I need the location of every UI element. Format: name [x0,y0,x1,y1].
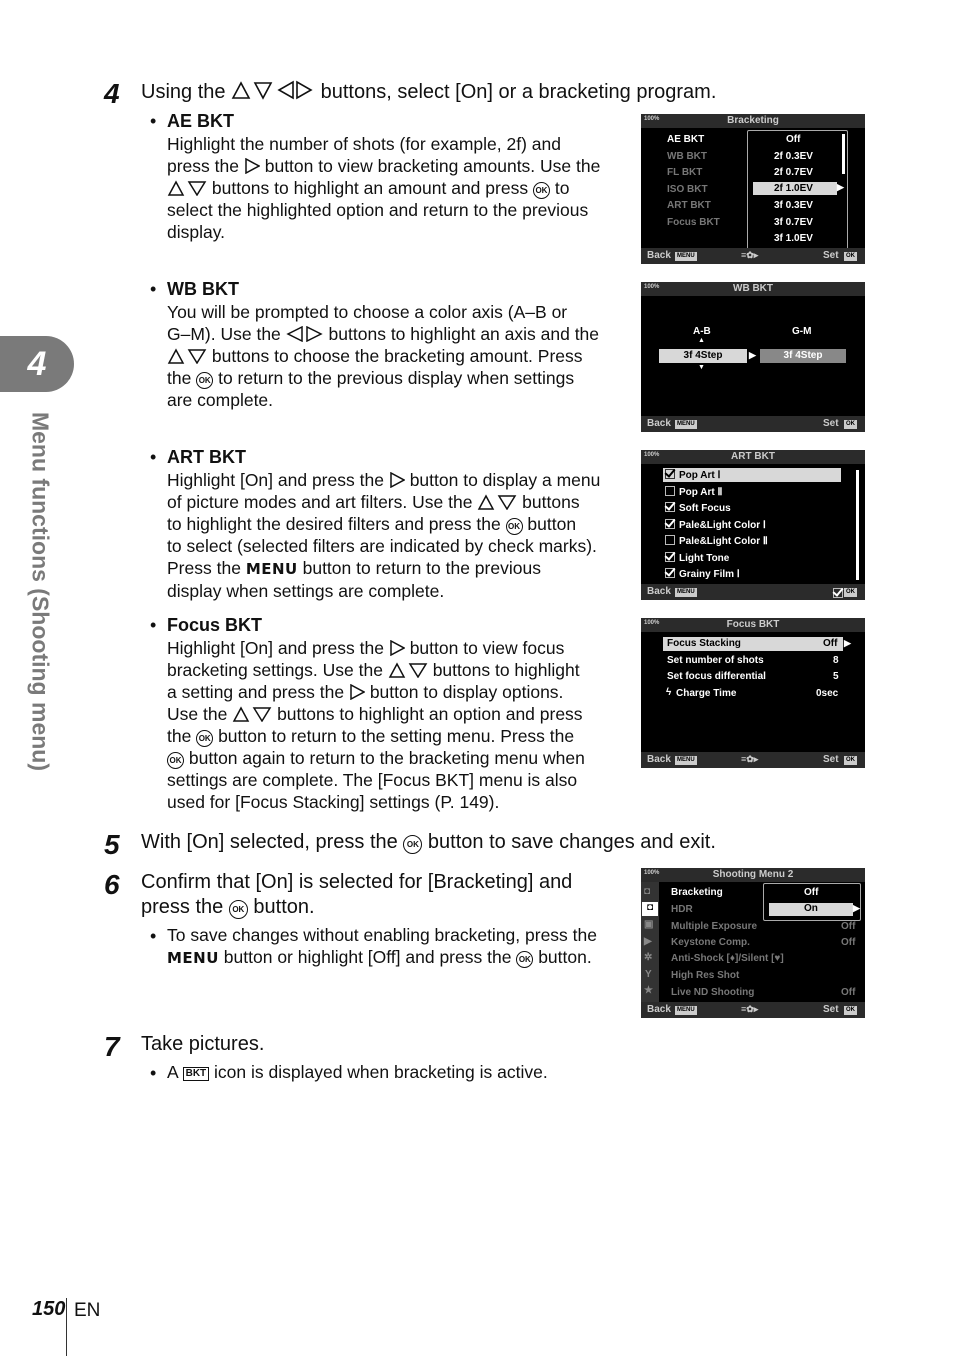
bullet: • [150,1063,157,1083]
setting-value: 5 [833,671,839,682]
custom-tab-icon: ✲ [644,952,653,963]
focus-bkt-text: Highlight [On] and press the button to view focus bracketing settings. Use the buttons to highlight a setting and press the button to display options. Use the buttons to highlight an option and press the OK button to return to the setting menu. Press the OK button again to return to the bracketing menu when settings are complete. The [Focus BKT] menu is also used for [Focus Stacking] settings (P. 149). [167,638,585,812]
divider [66,1298,67,1356]
ae-bkt-text: Highlight the number of shots (for example, 2f) and press the button to view bracketing amounts. Use the buttons to highlight an amount and press OK to select the highlighted option and return to the previous display. [167,134,601,242]
menu-item[interactable]: Live ND Shooting [671,987,755,998]
menu-item[interactable]: ART BKT [667,200,711,211]
filter-item[interactable]: Soft Focus [665,502,731,514]
filter-item[interactable]: Light Tone [665,552,729,564]
menu-chip: MENU [677,589,695,595]
camera1-tab-icon: ◘ [644,886,651,897]
settings-icon: ≡✿▸ [741,1004,759,1014]
flash-icon: ϟ [666,687,672,698]
ok-button-icon: OK [196,730,213,747]
battery-indicator: 100% [644,870,660,876]
menu-value: Off [841,987,856,998]
setting-label[interactable]: Set number of shots [667,655,764,666]
option[interactable]: 3f 0.7EV [774,217,813,228]
axis-value[interactable]: 3f 4Step [760,349,846,363]
menu-value: Off [841,921,856,932]
set-label: Set [823,1004,839,1015]
step-number: 7 [104,1031,120,1062]
arrow-right-icon [244,158,260,174]
ae-bkt-title: AE BKT [167,111,234,131]
step-6-text: Confirm that [On] is selected for [Bracketing] and press the OK button. [141,871,573,918]
back-label: Back [647,586,671,597]
axis-label: A-B [693,326,711,337]
screen-title: Shooting Menu 2 [712,869,794,880]
set-label: Set [823,250,839,261]
bullet: • [150,615,157,635]
set-label: Set [823,418,839,429]
arrow-right-icon [389,472,405,488]
back-label: Back [647,250,671,261]
menu-item[interactable]: FL BKT [667,167,703,178]
bullet: • [150,111,157,131]
art-bkt-screen [641,450,865,600]
bullet: • [150,279,157,299]
back-label: Back [647,1004,671,1015]
setup-tab-icon: Y [645,969,652,980]
menu-chip: MENU [677,1007,695,1013]
step-6-note: To save changes without enabling bracketing, press the MENU button or highlight [Off] and press the OK button. [167,925,597,967]
step-number: 6 [104,869,120,900]
focus-bkt-title: Focus BKT [167,615,263,635]
setting-value: 8 [833,655,839,666]
arrows-up-down-icon [477,494,517,510]
arrows-up-down-icon [167,180,207,196]
back-label: Back [647,754,671,765]
ok-button-icon: OK [403,835,422,854]
page-number: 150 [32,1298,66,1320]
ok-chip: OK [846,253,855,259]
checkbox [665,535,675,545]
menu-item[interactable]: HDR [671,904,693,915]
option-selected[interactable]: 2f 1.0EV [774,183,813,194]
menu-button-label: MENU [245,560,298,578]
step-7-note: A BKT icon is displayed when bracketing is active. [167,1062,548,1082]
menu-value: Off [841,937,856,948]
step-7-text: Take pictures. [141,1033,265,1055]
checkbox-checked [665,552,675,562]
checkbox-checked [665,519,675,529]
filter-item[interactable]: Grainy Film Ⅰ [665,568,740,580]
back-label: Back [647,418,671,429]
bkt-icon: BKT [183,1067,210,1081]
battery-indicator: 100% [644,284,660,290]
checkmark-icon [833,588,843,598]
arrow-down-icon: ▼ [698,364,705,371]
ok-chip: OK [846,421,855,427]
mymenu-tab-icon: ★ [644,985,653,996]
ok-button-icon: OK [506,518,523,535]
shooting-menu-2-screen [641,868,865,1018]
menu-item[interactable]: High Res Shot [671,970,740,981]
arrow-right-icon [349,684,365,700]
ok-chip: OK [846,589,855,595]
menu-item[interactable]: AE BKT [667,134,705,145]
art-bkt-title: ART BKT [167,447,246,467]
checkbox-checked [665,502,675,512]
axis-value-selected[interactable]: 3f 4Step [659,349,747,363]
settings-icon: ≡✿▸ [741,754,759,764]
menu-item[interactable]: Focus BKT [667,217,720,228]
bracketing-screen [641,114,865,264]
option[interactable]: 2f 0.7EV [774,167,813,178]
menu-item[interactable]: ISO BKT [667,184,708,195]
setting-label[interactable]: Focus Stacking [667,638,741,649]
focus-bkt-screen [641,618,865,768]
menu-chip: MENU [677,253,695,259]
arrow-right-icon: ▶ [837,182,844,192]
popup-option-selected[interactable]: On [804,903,818,914]
battery-indicator: 100% [644,452,660,458]
art-bkt-text: Highlight [On] and press the button to display a menu of picture modes and art filters. Use the buttons to highlight the desired filters and press the OK button to select (selected filters are indicated by check marks). Press the MENU button to return to the previous display when settings are complete. [167,470,601,601]
option[interactable]: 3f 0.3EV [774,200,813,211]
axis-label: G-M [792,326,812,337]
menu-item[interactable]: Bracketing [671,887,723,898]
settings-icon: ≡✿▸ [741,250,759,260]
ok-chip: OK [846,757,855,763]
filter-item[interactable]: Pale&Light Color Ⅰ [665,519,766,531]
wb-bkt-screen [641,282,865,432]
battery-indicator: 100% [644,116,660,122]
arrow-up-icon: ▲ [698,337,705,344]
checkbox-checked [665,568,675,578]
option[interactable]: 2f 0.3EV [774,151,813,162]
screen-title: Focus BKT [726,619,780,630]
arrows-up-down-icon [388,662,428,678]
step-number: 4 [104,78,120,109]
screen-title: WB BKT [733,283,773,294]
menu-button-label: MENU [167,949,219,967]
step-number: 5 [104,829,120,860]
arrow-right-icon: ▶ [749,350,756,360]
wb-bkt-title: WB BKT [167,279,239,299]
menu-item[interactable]: Multiple Exposure [671,921,758,932]
battery-indicator: 100% [644,620,660,626]
arrows-up-down-icon [167,348,207,364]
page-language: EN [74,1300,101,1321]
playback-tab-icon: ▶ [644,936,652,947]
setting-label[interactable]: Set focus differential [667,671,766,682]
step-5-text: With [On] selected, press the OK button to save changes and exit. [141,831,716,853]
menu-item[interactable]: WB BKT [667,151,707,162]
ok-button-icon: OK [229,900,248,919]
arrow-right-icon [389,640,405,656]
arrows-up-down-icon [232,706,272,722]
arrows-left-right-icon [286,326,324,342]
option[interactable]: Off [786,134,801,145]
set-label: Set [823,754,839,765]
arrows-all-icon [231,80,315,100]
screen-title: Bracketing [727,115,779,126]
menu-chip: MENU [677,421,695,427]
popup-option[interactable]: Off [804,887,819,898]
camera2-tab-icon[interactable]: ◘ [642,902,658,916]
ok-button-icon: OK [533,182,550,199]
menu-item[interactable]: Keystone Comp. [671,937,750,948]
menu-chip: MENU [677,757,695,763]
chapter-title: Menu functions (Shooting menu) [27,411,54,771]
filter-item[interactable]: Pop Art Ⅱ [665,486,722,498]
ok-button-icon: OK [516,951,533,968]
bullet: • [150,926,157,946]
setting-value: Off [823,638,838,649]
step-4-heading: Using the buttons, select [On] or a bracketing program. [141,81,717,103]
bullet: • [150,447,157,467]
ok-button-icon: OK [167,752,184,769]
setting-label[interactable]: Charge Time [676,688,737,699]
screen-title: ART BKT [731,451,775,462]
ok-button-icon: OK [196,372,213,389]
filter-item[interactable]: Pop Art Ⅰ [665,469,720,481]
ok-chip: OK [846,1007,855,1013]
chapter-number: 4 [27,345,47,383]
checkbox [665,486,675,496]
filter-item[interactable]: Pale&Light Color Ⅱ [665,535,768,547]
setting-value: 0sec [816,688,839,699]
video-tab-icon: ▣ [644,919,654,930]
checkbox-checked [665,469,675,479]
wb-bkt-text: You will be prompted to choose a color axis (A–B or G–M). Use the buttons to highlight an axis and the buttons to choose the bracketing amount. Press the OK to return to the previous display when settings are complete. [167,302,600,410]
arrow-right-icon: ▶ [844,638,851,648]
menu-item[interactable]: Anti-Shock [♦]/Silent [♥] [671,953,784,964]
option[interactable]: 3f 1.0EV [774,233,813,244]
arrow-right-icon: ▶ [853,903,860,913]
